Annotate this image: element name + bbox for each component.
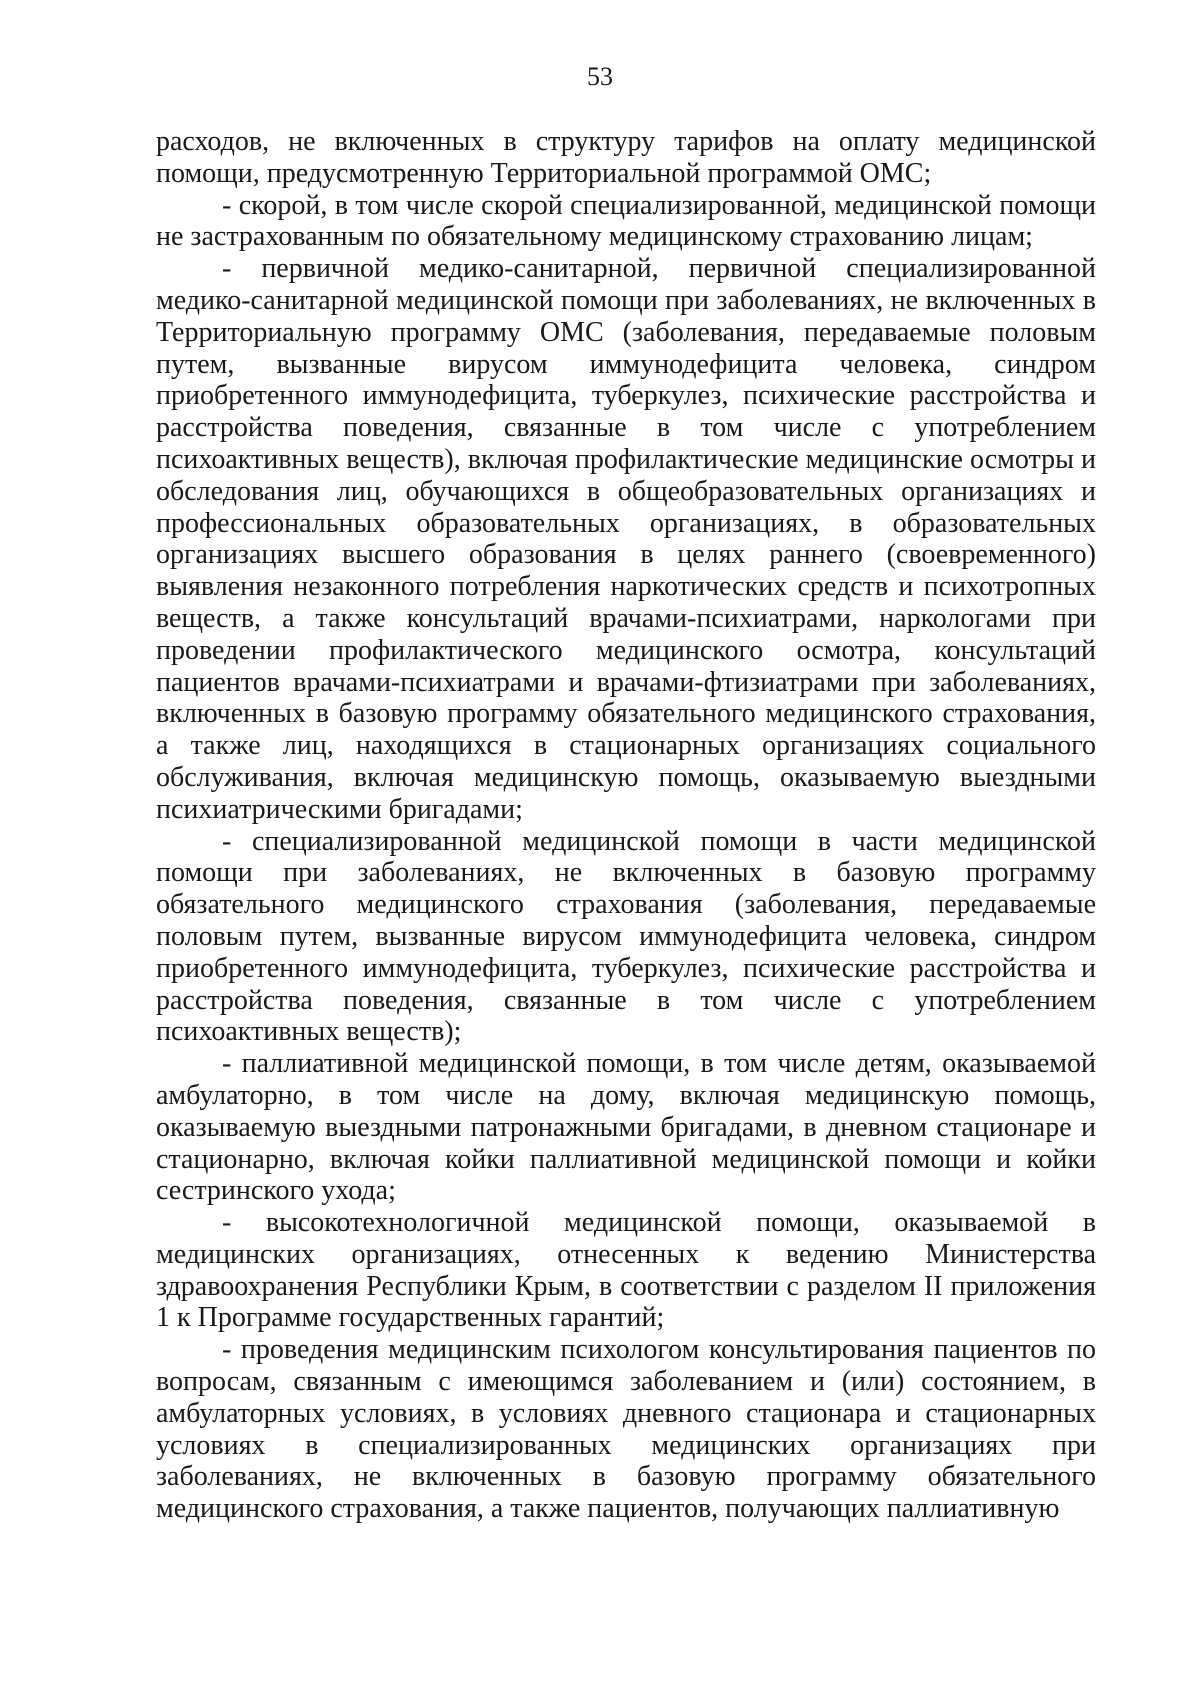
document-body: [156, 126, 1096, 1525]
paragraph-emergency-care: - скорой, в том числе скорой специализированной, медицинской помощи не застрахованным по обязательному медицинскому страхованию лицам;: [156, 189, 1096, 253]
paragraph-primary-care: - первичной медико-санитарной, первичной специализированной медико-санитарной медицинской помощи при заболеваниях, не включенных в Территориальную программу ОМС (заболевания, передаваемые половым путем, вызванные вирусом иммунодефицита человека, синдром приобретенного иммунодефицита, туберкулез, психические расстройства и расстройства поведения, связанные в том числе с употреблением психоактивных веществ), включая профилактические медицинские осмотры и обследования лиц, обучающихся в общеобразовательных организациях и профессиональных образовательных организациях, в образовательных организациях высшего образования в целях раннего (своевременного) выявления незаконного потребления наркотических средств и психотропных веществ, а также консультаций врачами-психиатрами, наркологами при проведении профилактического медицинского осмотра, консультаций пациентов врачами-психиатрами и врачами-фтизиатрами при заболеваниях, включенных в базовую программу обязательного медицинского страхования, а также лиц, находящихся в стационарных организациях социального обслуживания, включая медицинскую помощь, оказываемую выездными психиатрическими бригадами;: [156, 253, 1096, 825]
paragraph-palliative-care: - паллиативной медицинской помощи, в том числе детям, оказываемой амбулаторно, в том числе на дому, включая медицинскую помощь, оказываемую выездными патронажными бригадами, в дневном стационаре и стационарно, включая койки паллиативной медицинской помощи и койки сестринского ухода;: [156, 1048, 1096, 1207]
paragraph-psychologist-consulting: - проведения медицинским психологом консультирования пациентов по вопросам, связанным с имеющимся заболеванием и (или) состоянием, в амбулаторных условиях, в условиях дневного стационара и стационарных условиях в специализированных медицинских организациях при заболеваниях, не включенных в базовую программу обязательного медицинского страхования, а также пациентов, получающих паллиативную: [156, 1334, 1096, 1525]
paragraph-high-tech-care: - высокотехнологичной медицинской помощи, оказываемой в медицинских организациях, отнесенных к ведению Министерства здравоохранения Республики Крым, в соответствии с разделом II приложения 1 к Программе государственных гарантий;: [156, 1207, 1096, 1334]
paragraph-specialized-care: - специализированной медицинской помощи в части медицинской помощи при заболеваниях, не включенных в базовую программу обязательного медицинского страхования (заболевания, передаваемые половым путем, вызванные вирусом иммунодефицита человека, синдром приобретенного иммунодефицита, туберкулез, психические расстройства и расстройства поведения, связанные в том числе с употреблением психоактивных веществ);: [156, 825, 1096, 1048]
page-number: 53: [587, 62, 613, 91]
paragraph-continuation: расходов, не включенных в структуру тарифов на оплату медицинской помощи, предусмотренную Территориальной программой ОМС;: [156, 126, 1096, 189]
